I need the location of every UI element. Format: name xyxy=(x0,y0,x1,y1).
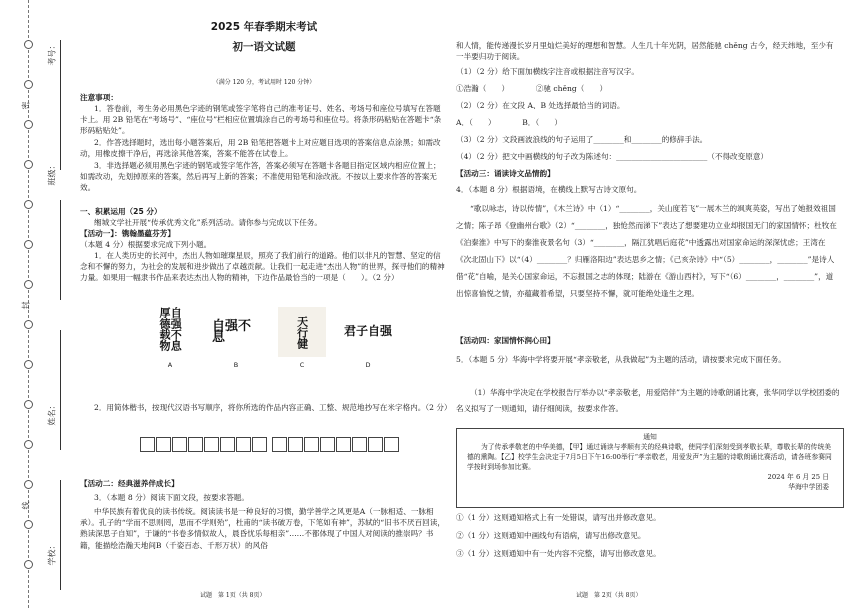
section-heading: 一、积累运用（25 分） xyxy=(80,207,162,216)
binding-hole xyxy=(24,400,33,409)
question-4-intro: 4．（本题 8 分）根据语境，在横线上默写古诗文原句。 xyxy=(456,185,642,194)
calligraphy-options xyxy=(146,307,396,367)
seal-char: 封 xyxy=(21,301,31,310)
option-label: C xyxy=(299,361,305,369)
notice-item: 1．答卷前，考生务必用黑色字迹的钢笔或签字笔将自己的准考证号、姓名、考场号和座位号填写在答题卡上。用 2B 铅笔在“考场号”、“座位号”栏相应位置填涂自己的考场号和座位号。将条形码粘贴在答题卡“条形码粘贴处”。 xyxy=(80,104,442,136)
binding-hole xyxy=(24,120,33,129)
question-1-1: 1．在人类历史的长河中，杰出人物如璀璨星辰，照亮了我们前行的道路。他们以非凡的智慧、坚定的信念和不懈的努力，为社会的发展和进步做出了卓越贡献。让我们一起走进“杰出人物”的世界，探寻他们的精神力量。如果用一幅隶书作品来表达杰出人物的精神，下边作品最恰当的一项是（ ）。（2 分） xyxy=(80,251,445,283)
activity-heading: 【活动二：经典滋养伴成长】 xyxy=(80,479,179,488)
binding-hole xyxy=(24,440,33,449)
binding-field-line xyxy=(60,330,61,450)
binding-hole xyxy=(24,480,33,489)
notice-item: 3．非选择题必须用黑色字迹的钢笔或签字笔作答，答案必须写在答题卡各题目指定区域内相应位置上；如需改动，先划掉原来的答案，然后再写上新的答案；不准使用铅笔和涂改液。不按以上要求作答的答案无效。 xyxy=(80,161,441,193)
binding-hole xyxy=(24,560,33,569)
calligraphy-image-a[interactable]: 自强不息 厚德载物 xyxy=(158,307,183,351)
question-3-2: （2）（2 分）在文段 A、B 处选择最恰当的词语。 xyxy=(456,101,625,110)
binding-hole xyxy=(24,40,33,49)
passage-text: 中华民族有着优良的读书传统。阅读读书是一种良好的习惯，勤学善学之风更是A（一脉相适、一脉相承）。孔子的“学而不思则罔，思而不学则殆”，杜甫的“读书破万卷，下笔如有神”，苏轼的“旧书不厌百回读，熟读深思子自知”，于谦的“书卷多情似故人，晨昏忧乐每相亲”……不都体现了中国人对阅读的推崇吗？书籍，能描绘浩瀚天地间B（千姿百态、千形万状）的风俗 xyxy=(80,507,445,550)
calligraphy-image-b[interactable]: 自强不息 xyxy=(212,318,252,345)
binding-margin: 密 封 线 学校： 姓名： 班级： 考号： xyxy=(0,0,70,608)
binding-field-line xyxy=(60,200,61,300)
calligraphy-image-c[interactable]: 天行健 xyxy=(278,307,326,357)
binding-field-line xyxy=(60,40,61,170)
activity-heading: 【活动一】：镌翰墨藴芬芳】 xyxy=(80,229,175,238)
question-intro: （本题 4 分）根据要求完成下列小题。 xyxy=(80,240,212,249)
question-5-1-b: ②（1 分）这则通知中画线句有语病，请写出修改意见。 xyxy=(456,531,646,540)
question-1-2: 2．用简体楷书，按现代汉语书写顺序，将你所选的作品内容正确、工整、规范地抄写在米字格内。（2 分） xyxy=(94,403,452,412)
writing-grid-left[interactable] xyxy=(140,437,268,455)
notice-box xyxy=(456,428,844,508)
section-intro: 缃城文学社开展“传承优秀文化”系列活动。请你参与完成以下任务。 xyxy=(94,218,322,227)
binding-hole xyxy=(24,280,33,289)
binding-hole xyxy=(24,520,33,529)
binding-hole xyxy=(24,200,33,209)
question-5-intro: 5．（本题 5 分）华海中学将要开展“孝亲敬老，从我做起”为主题的活动，请按要求完成下面任务。 xyxy=(456,355,786,364)
question-5-1-a: ①（1 分）这则通知格式上有一处错误，请写出并修改意见。 xyxy=(456,513,661,522)
binding-hole xyxy=(24,80,33,89)
notice-body: 为了传承孝敬老的中华美德，【甲】通过诵读与孝顺有关的经典诗歌，使同学们深刻受到孝敬长辈，尊敬长辈的传统美德的熏陶。【乙】校学生会决定于7月5日下午16:00举行“孝亲敬老，用爱发声”为主题的诗歌朗诵比赛活动，请各班参赛同学按时到场参加比赛。 xyxy=(467,443,832,471)
page-footer: 试题 第 1页（共 8页） xyxy=(200,592,266,599)
score-note: （满分 120 分，考试用时 120 分钟） xyxy=(212,79,316,86)
question-intro: 3．（本题 8 分）阅读下面文段，按要求答题。 xyxy=(94,493,249,502)
question-3-2-items: A．（ ） B．（ ） xyxy=(456,118,562,127)
option-label: B xyxy=(233,361,239,369)
notice-heading: 注意事项： xyxy=(80,93,118,102)
binding-hole xyxy=(24,360,33,369)
binding-field-line xyxy=(60,480,61,590)
seal-char: 线 xyxy=(21,501,31,510)
activity-heading: 【活动四：家国情怀润心田】 xyxy=(456,336,555,345)
binding-hole xyxy=(24,160,33,169)
question-5-1-c: ③（1 分）这则通知中有一处内容不完整，请写出修改意见。 xyxy=(456,549,661,558)
question-4-text: “歌以咏志，诗以传情”，《木兰诗》中（1）“________，关山度若飞”一展木兰的飒爽英姿，写出了她报效祖国之情；陈子昂《登幽州台歌》（2）“________，独怆然而涕下”表达了想要建功立业却报国无门的家国情怀；杜牧在《泊秦淮》中写下的秦淮夜景名句（3）“________，隔江犹唱后庭花”中透露出对国家命运的深深忧虑；王湾在《次北固山下》以“（4）________？归雁洛阳边”表达思乡之情；《己亥杂诗》中“（5）________，________”是诗人借“花”自喻，是关心国家命运，不忘报国之志的体现；陆游在《游山西村》，写下“（6）________，________”，道出惊喜愉悦之情，亦蕴藏着希望，只要坚持不懈，就可能绝处逢生之理。 xyxy=(456,204,837,298)
binding-hole xyxy=(24,240,33,249)
notice-title: 通知 xyxy=(643,433,657,441)
question-5-1: （1）华海中学决定在学校报告厅举办以“孝亲敬老，用爱陪伴”为主题的诗歌朗诵比赛，张华同学以学校团委的名义拟写了一则通知，请仔细阅读，按要求作答。 xyxy=(456,388,840,413)
binding-hole xyxy=(24,320,33,329)
passage-continued: 和人情，能传递漫长岁月里灿烂美好的理想和智慧。人生几十年光阴，居然能驰 chěng 古今，经天纬地，至少有一半要归功于阅读。 xyxy=(456,41,834,62)
exam-subtitle: 初一语文试题 xyxy=(232,41,296,53)
page-footer: 试题 第 2页（共 8页） xyxy=(576,592,642,599)
notice-signature: 华海中学团委 xyxy=(788,483,829,491)
notice-date: 2024 年 6 月 25 日 xyxy=(767,473,829,481)
activity-heading: 【活动三：诵读诗文品情韵】 xyxy=(456,169,555,178)
question-3-4: （4）（2 分）把文中画横线的句子改为陈述句：________________________（不得改变原意） xyxy=(456,152,769,161)
seal-char: 密 xyxy=(21,101,31,110)
exam-title: 2025 年春季期末考试 xyxy=(210,21,318,33)
calligraphy-image-d[interactable]: 君子自强 xyxy=(344,324,393,339)
option-label: D xyxy=(365,361,371,369)
question-3-1-items: ①浩瀚（ ） ②驰 chěng（ ） xyxy=(456,84,608,93)
writing-grid-right[interactable] xyxy=(272,437,400,455)
question-3-3: （3）（2 分）文段画波浪线的句子运用了________和________的修辞手法。 xyxy=(456,135,708,144)
notice-item: 2．作答选择题时，选出每小题答案后，用 2B 铅笔把答题卡上对应题目选项的答案信息点涂黑；如需改动，用橡皮擦干净后，再选涂其他答案，答案不能答在试卷上。 xyxy=(80,138,441,159)
option-label: A xyxy=(167,361,173,369)
question-3-1: （1）（2 分）给下面加横线字注音或根据注音写汉字。 xyxy=(456,67,639,76)
